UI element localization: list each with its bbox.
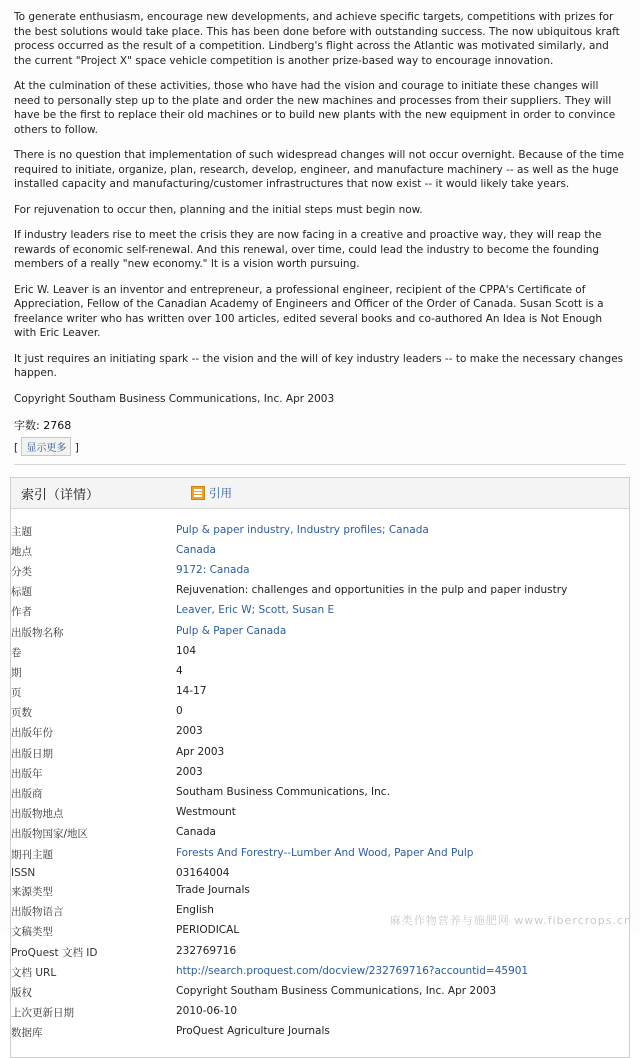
- meta-key: 出版商: [11, 788, 43, 801]
- index-body: [11, 509, 629, 1057]
- meta-value[interactable]: Pulp & paper industry, Industry profiles; Canada: [176, 523, 429, 536]
- meta-value: Copyright Southam Business Communications, Inc. Apr 2003: [176, 984, 497, 997]
- article-paragraph: To generate enthusiasm, encourage new developments, and achieve specific targets, competitions with prizes for the best solutions would take place. This has been done before with outstanding success. The now ubiquitous kraft process occurred as the result of a competition. Lindberg's flight across the Atlantic was motivated similarly, and the current "Project X" space vehicle competition is another prize-based way to encourage innovation.: [14, 11, 620, 67]
- table-row: [11, 683, 629, 703]
- table-row: [11, 1003, 629, 1023]
- table-row: [11, 662, 629, 682]
- meta-key: 地点: [11, 545, 32, 558]
- section-divider: [14, 464, 626, 465]
- article-paragraph: Eric W. Leaver is an inventor and entrepreneur, a professional engineer, recipient of the CPPA's Certificate of Appreciation, Fellow of the Canadian Academy of Engineers and Officer of the Order of Canada. Susan Scott is a freelance writer who has written over 100 articles, edited several books and co-authored An Idea is Not Enough with Eric Leaver.: [14, 283, 604, 339]
- table-row: [11, 881, 629, 901]
- meta-key: 文档 URL: [11, 966, 57, 979]
- meta-value: 232769716: [176, 944, 237, 957]
- watermark: 麻类作物营养与施肥网 www.fibercrops.cn: [389, 914, 632, 927]
- meta-key: 出版年: [11, 767, 43, 780]
- index-title: 索引（详情）: [21, 487, 100, 503]
- meta-value: PERIODICAL: [176, 924, 240, 937]
- meta-key: 数据库: [11, 1027, 43, 1040]
- cite-label: 引用: [209, 486, 232, 500]
- table-row: [11, 582, 629, 602]
- table-row: [11, 521, 629, 541]
- meta-value: ProQuest Agriculture Journals: [176, 1025, 330, 1038]
- meta-value: Canada: [176, 826, 216, 839]
- table-row: [11, 982, 629, 1002]
- meta-value: 03164004: [176, 866, 230, 879]
- meta-value: 2003: [176, 765, 203, 778]
- table-row: [11, 1023, 629, 1043]
- index-header: [11, 478, 629, 509]
- table-row: [11, 703, 629, 723]
- meta-key: 期: [11, 666, 22, 679]
- article-paragraph: At the culmination of these activities, those who have had the vision and courage to initiate these changes will need to personally step up to the plate and order the new machines and processes from their suppliers. They will have be the first to replace their old machines or to build new plants with the new equipment in order to convince others to follow.: [14, 80, 616, 136]
- meta-key: 文稿类型: [11, 926, 53, 939]
- meta-key: 出版物语言: [11, 906, 64, 919]
- table-row: [11, 561, 629, 581]
- meta-value: 2010-06-10: [176, 1005, 238, 1018]
- show-more-button[interactable]: 显示更多: [21, 437, 71, 456]
- meta-key: 出版物地点: [11, 808, 64, 821]
- meta-key: 出版日期: [11, 747, 53, 760]
- meta-value[interactable]: Pulp & Paper Canada: [176, 624, 287, 637]
- table-row: [11, 962, 629, 982]
- meta-key: 卷: [11, 646, 22, 659]
- meta-key: 标题: [11, 586, 32, 599]
- table-row: [11, 942, 629, 962]
- meta-value: Trade Journals: [176, 883, 250, 896]
- article-paragraph: It just requires an initiating spark -- the vision and the will of key industry leaders -- to make the necessary changes happen.: [14, 352, 624, 379]
- meta-key: 版权: [11, 986, 32, 999]
- meta-value: 14-17: [176, 685, 207, 698]
- cite-button[interactable]: [191, 485, 232, 501]
- show-more-row: [ 显示更多 ]: [14, 437, 626, 456]
- meta-value: English: [176, 904, 214, 917]
- meta-value: 0: [176, 705, 183, 718]
- meta-key: 页数: [11, 707, 32, 720]
- table-row: [11, 844, 629, 864]
- document-url-link[interactable]: http://search.proquest.com/docview/232769716?accountid=45901: [176, 964, 529, 977]
- meta-value[interactable]: 9172: Canada: [176, 563, 250, 576]
- table-row: [11, 783, 629, 803]
- meta-key: 出版物国家/地区: [11, 828, 89, 841]
- article-paragraph: For rejuvenation to occur then, planning and the initial steps must begin now.: [14, 203, 423, 216]
- meta-value: Southam Business Communications, Inc.: [176, 786, 390, 799]
- table-row: [11, 743, 629, 763]
- meta-key: 主题: [11, 525, 32, 538]
- meta-key: ProQuest 文档 ID: [11, 946, 98, 959]
- table-row: [11, 723, 629, 743]
- metadata-table: [11, 521, 629, 1043]
- meta-value[interactable]: Leaver, Eric W; Scott, Susan E: [176, 604, 335, 617]
- meta-value: 104: [176, 644, 197, 657]
- meta-value[interactable]: Forests And Forestry--Lumber And Wood, Paper And Pulp: [176, 846, 474, 859]
- meta-key: 期刊主题: [11, 848, 53, 861]
- index-panel: [10, 477, 630, 1058]
- meta-value[interactable]: Canada: [176, 543, 216, 556]
- meta-value: Apr 2003: [176, 745, 225, 758]
- meta-key: ISSN: [11, 866, 36, 879]
- table-row: [11, 622, 629, 642]
- table-row: [11, 642, 629, 662]
- article-body: [0, 0, 640, 456]
- table-row: [11, 864, 629, 881]
- table-row: [11, 602, 629, 622]
- meta-key: 出版物名称: [11, 626, 64, 639]
- meta-key: 分类: [11, 565, 32, 578]
- meta-key: 出版年份: [11, 727, 53, 740]
- meta-key: 作者: [11, 606, 32, 619]
- meta-key: 上次更新日期: [11, 1007, 74, 1020]
- meta-value: Westmount: [176, 806, 236, 819]
- article-paragraph: There is no question that implementation of such widespread changes will not occur overnight. Because of the time required to initiate, organize, plan, research, develop, engineer, and manufacture machinery -- as well as the huge installed capacity and manufacturing/customer infrastructures that now exist -- it would likely take years.: [14, 149, 624, 190]
- meta-key: 页: [11, 687, 22, 700]
- table-row: [11, 541, 629, 561]
- meta-value: Rejuvenation: challenges and opportunities in the pulp and paper industry: [176, 584, 568, 597]
- meta-value: 4: [176, 664, 183, 677]
- article-paragraph: If industry leaders rise to meet the crisis they are now facing in a creative and proactive way, they will reap the rewards of economic self-renewal. And this renewal, over time, could lead the industry to become the founding members of a really "new economy." It is a vision worth pursuing.: [14, 229, 602, 270]
- word-count-label: 字数: 2768: [14, 419, 72, 432]
- copyright-notice: Copyright Southam Business Communications, Inc. Apr 2003: [14, 392, 335, 405]
- meta-value: 2003: [176, 725, 203, 738]
- table-row: [11, 824, 629, 844]
- quote-icon: [191, 486, 205, 500]
- table-row: [11, 763, 629, 783]
- meta-key: 来源类型: [11, 885, 53, 898]
- table-row: [11, 804, 629, 824]
